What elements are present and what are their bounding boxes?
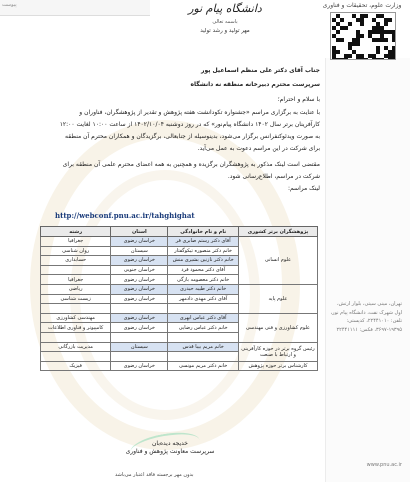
- field-cell: ریاضی: [41, 284, 111, 294]
- paragraph-1-line-4: برای شرکت در این مراسم دعوت به عمل می‌آید.: [197, 145, 320, 152]
- website-label: www.pnu.ac.ir: [366, 462, 402, 468]
- qr-module: [336, 30, 340, 34]
- qr-module: [380, 58, 384, 60]
- name-cell: آقای دکتر مهدی دادمهر: [168, 294, 239, 304]
- table-header-row: [41, 227, 318, 237]
- province-cell: [111, 352, 168, 362]
- name-cell: خانم دکتر طیبه حیدری: [168, 284, 239, 294]
- province-cell: خراسان رضوی: [111, 313, 168, 323]
- province-cell: خراسان رضوی: [111, 323, 168, 333]
- qr-module: [344, 58, 348, 60]
- qr-module: [356, 42, 360, 46]
- bismillah: باسمه تعالی: [212, 19, 238, 25]
- name-cell: خانم دکتر مریم مونسی: [168, 361, 239, 371]
- field-cell: مدیریت بازرگانی: [41, 342, 111, 352]
- footnote: بدون مهر برجسته فاقد اعتبار می‌باشد: [115, 472, 194, 478]
- name-cell: خانم دکتر منصوره تیکوگفتار: [168, 246, 239, 256]
- field-cell: زیست شناسی: [41, 294, 111, 304]
- name-cell: خانم دکتر عباس رضایی: [168, 323, 239, 333]
- province-cell: خراسان جنوبی: [111, 265, 168, 275]
- field-cell: روان شناسی: [41, 246, 111, 256]
- ceremony-link[interactable]: http://webconf.pnu.ac.ir/tahghighat: [55, 211, 195, 220]
- category-cell: رئیس گروه برتر در حوزه کارآفرینی و ارتباط با صنعت: [238, 342, 317, 361]
- name-cell: [168, 304, 239, 314]
- qr-module: [340, 18, 344, 22]
- province-cell: [111, 304, 168, 314]
- name-cell: خانم مریم بیبا قدس: [168, 342, 239, 352]
- qr-module: [392, 58, 396, 60]
- qr-module: [348, 54, 352, 58]
- province-cell: خراسان رضوی: [111, 237, 168, 247]
- field-cell: [41, 332, 111, 342]
- field-cell: حسابداری: [41, 256, 111, 266]
- name-cell: آقای دکتر محمود فرد: [168, 265, 239, 275]
- link-label: لینک مراسم:: [288, 185, 320, 192]
- table-row: [41, 361, 318, 371]
- signatory-name: خدیجه دیده‌بان: [151, 440, 189, 447]
- side-strip: [325, 58, 410, 482]
- table-row: [41, 284, 318, 294]
- name-cell: [168, 332, 239, 342]
- signature-block: [110, 440, 230, 456]
- paragraph-2-line-2: شرکت در مراسم، اطلاع‌رسانی شود.: [227, 173, 320, 180]
- qr-module: [388, 18, 392, 22]
- ministry-label: وزارت علوم، تحقیقات و فناوری: [322, 2, 402, 9]
- paragraph-2-line-1: مقتضی است لینک مذکور به پژوهشگران برگزیده و همچنین به همه اعضای محترم علمی آن منطقه برای: [62, 161, 320, 168]
- field-cell: جغرافیا: [41, 237, 111, 247]
- field-cell: فیزیک: [41, 361, 111, 371]
- university-logo: دانشگاه پیام نور: [188, 2, 262, 15]
- seal-line: مهر تولید و رشد تولید: [200, 28, 250, 34]
- recipient-name: جناب آقای دکتر علی منظم اسماعیل پور: [200, 67, 320, 74]
- qr-module: [384, 22, 388, 26]
- field-cell: کامپیوتر و فناوری اطلاعات: [41, 323, 111, 333]
- qr-module: [344, 26, 348, 30]
- province-cell: سیستان: [111, 342, 168, 352]
- field-cell: جغرافیا: [41, 275, 111, 285]
- name-cell: خانم دکتر نازنین بشیری منش: [168, 256, 239, 266]
- qr-module: [384, 38, 388, 42]
- field-cell: [41, 352, 111, 362]
- qr-module: [364, 58, 368, 60]
- qr-module: [360, 34, 364, 38]
- province-cell: خراسان رضوی: [111, 284, 168, 294]
- table-row: [41, 313, 318, 323]
- category-cell: علوم پایه: [238, 284, 317, 313]
- province-cell: خراسان رضوی: [111, 256, 168, 266]
- header-province: استان: [111, 227, 168, 237]
- category-cell: علوم کشاورزی و فنی مهندسی: [238, 313, 317, 342]
- field-cell: [41, 304, 111, 314]
- recipient-title: سرپرست محترم دبیرخانه منطقه نه دانشگاه: [190, 81, 320, 88]
- header-name: نام و نام خانوادگی: [168, 227, 239, 237]
- name-cell: خانم دکتر معصومه بازگی: [168, 275, 239, 285]
- province-cell: [111, 332, 168, 342]
- name-cell: آقای دکتر رستم صابری فر: [168, 237, 239, 247]
- greeting: با سلام و احترام؛: [277, 96, 320, 103]
- province-cell: خراسان رضوی: [111, 361, 168, 371]
- qr-module: [360, 22, 364, 26]
- category-cell: علوم انسانی: [238, 237, 317, 285]
- qr-module: [392, 38, 396, 42]
- paragraph-1-line-3: به صورت ویدئوکنفرانس برگزار می‌شود، بدینوسیله از جنابعالی، برگزیدگان و همکاران محترم آن منطقه: [65, 133, 320, 140]
- qr-module: [336, 50, 340, 54]
- table-row: [41, 342, 318, 352]
- header-category: پژوهشگران برتر کشوری: [238, 227, 317, 237]
- qr-module: [376, 50, 380, 54]
- signatory-title: سرپرست معاونت پژوهش و فناوری: [125, 448, 215, 455]
- qr-module: [348, 22, 352, 26]
- top-stripe: [0, 0, 150, 16]
- paragraph-1-line-2: کارآفرینان برتر سال ۱۴۰۲ دانشگاه پیام‌نور» که در روز دوشنبه ۱۴۰۲/۱۰/۰۴ از ساعت ۱۰:۰۰ لغایت ۱۲:۰۰: [59, 121, 320, 128]
- province-cell: خراسان رضوی: [111, 294, 168, 304]
- paragraph-1-line-1: با عنایت به برگزاری مراسم «جشنواره تکودانشت هفته پژوهش و تقدیر از پژوهشگران، فناوران و: [79, 109, 320, 116]
- header-field: رشته: [41, 227, 111, 237]
- field-cell: مهندسی کشاورزی: [41, 313, 111, 323]
- table-row: [41, 237, 318, 247]
- qr-module: [340, 38, 344, 42]
- attachment-label: پیوست: [2, 2, 17, 8]
- name-cell: [168, 352, 239, 362]
- letter-header: [170, 2, 280, 34]
- qr-code: [330, 12, 396, 60]
- province-cell: خراسان رضوی: [111, 275, 168, 285]
- researchers-table: [40, 226, 318, 371]
- address-block: تهران، مینی سیتی، بلوار ارتش، اول شهرک نفت، دانشگاه پیام نور، تلفن: ۲۲۴۴۱۰۱۰، کدپستی: ۱۹۳۹۵-۳۶۹۷، فکس: ۲۲۴۴۱۱۱۱: [330, 301, 402, 333]
- field-cell: [41, 265, 111, 275]
- category-cell: کارشناس برتر حوزه پژوهش: [238, 361, 317, 371]
- qr-module: [364, 14, 368, 18]
- province-cell: سیستان: [111, 246, 168, 256]
- name-cell: آقای دکتر عباس ابهری: [168, 313, 239, 323]
